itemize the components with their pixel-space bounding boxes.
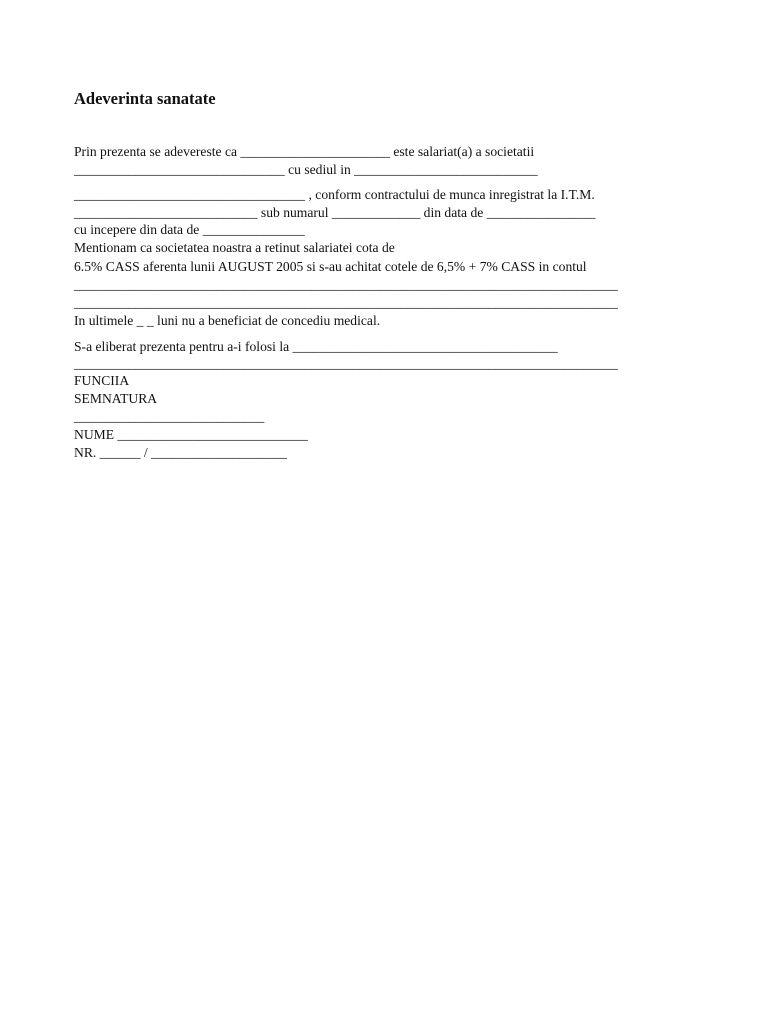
blank-line-2: ________________________________________________________________________________ xyxy=(74,295,618,310)
text-line-contract: __________________________________ , conform contractului de munca inregistrat la I.T.M. xyxy=(74,187,595,202)
blank-line-1: ________________________________________________________________________________ xyxy=(74,277,618,292)
text-line-cass: 6.5% CASS aferenta lunii AUGUST 2005 si s-au achitat cotele de 6,5% + 7% CASS in contul xyxy=(74,259,587,274)
text-line-sediul: _______________________________ cu sediul in ___________________________ xyxy=(74,162,538,177)
text-line-numar: ___________________________ sub numarul _____________ din data de ________________ xyxy=(74,205,596,220)
label-functia: FUNCIIA xyxy=(74,373,130,388)
document-title: Adeverinta sanatate xyxy=(74,89,216,108)
label-nr: NR. ______ / ____________________ xyxy=(74,445,287,460)
text-line-mentionam: Mentionam ca societatea noastra a retinut salariatei cota de xyxy=(74,240,395,255)
label-nume: NUME ____________________________ xyxy=(74,427,308,442)
text-line-concediu: In ultimele _ _ luni nu a beneficiat de concediu medical. xyxy=(74,313,381,328)
text-line-incepere: cu incepere din data de _______________ xyxy=(74,222,305,237)
text-line-intro: Prin prezenta se adevereste ca ______________________ este salariat(a) a societatii xyxy=(74,144,535,159)
blank-line-3: ________________________________________________________________________________ xyxy=(74,356,618,371)
signature-line: ____________________________ xyxy=(74,409,265,424)
text-line-eliberat: S-a eliberat prezenta pentru a-i folosi la _______________________________________ xyxy=(74,339,558,354)
label-semnatura: SEMNATURA xyxy=(74,391,158,406)
